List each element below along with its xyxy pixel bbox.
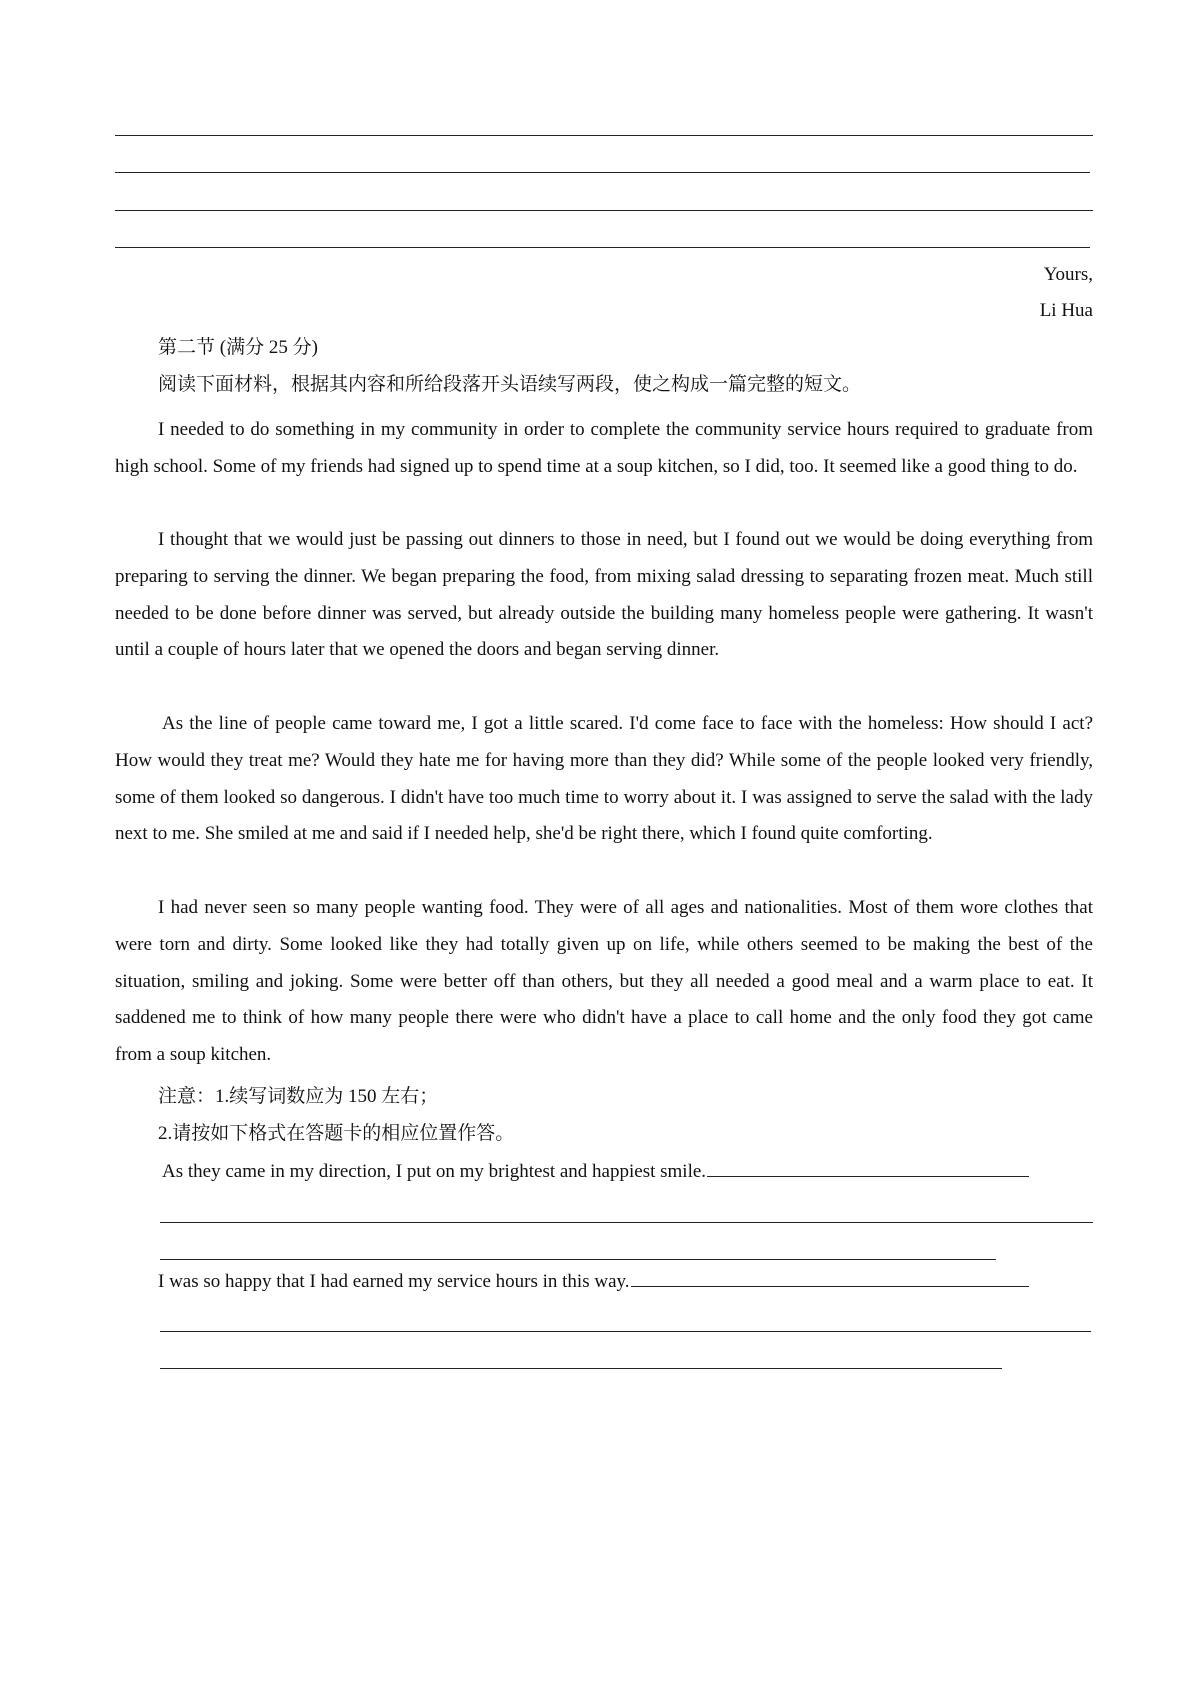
writing-line[interactable] [160, 1331, 1091, 1332]
writing-line[interactable] [160, 1368, 1002, 1369]
passage-paragraph-1: I needed to do something in my community in order to complete the community service hours required to graduate from high school. Some of my friends had signed up to spend time at a soup kitchen, so I did, too. It seemed like a good thing to do. [115, 419, 1093, 477]
section-instruction: 阅读下面材料，根据其内容和所给段落开头语续写两段，使之构成一篇完整的短文。 [158, 374, 862, 395]
answer-line [115, 247, 1090, 248]
answer-line [115, 172, 1090, 173]
writing-blank[interactable] [631, 1285, 1029, 1287]
passage-paragraph-2: I thought that we would just be passing out dinners to those in need, but I found out we would be doing everything from preparing to serving the dinner. We began preparing the food, from mixing salad dressing to separating frozen meat. Much still needed to be done before dinner was served, but already outside the building many homeless people were gathering. It wasn't until a couple of hours later that we opened the doors and began serving dinner. [115, 529, 1093, 661]
writing-line[interactable] [160, 1259, 996, 1260]
note-word-count: 注意：1.续写词数应为 150 左右； [158, 1086, 439, 1107]
continuation-prompt-2-text: I was so happy that I had earned my service hours in this way. [158, 1271, 630, 1292]
answer-line [115, 135, 1093, 136]
section-heading: 第二节 (满分 25 分) [158, 337, 318, 358]
letter-closing: Yours, [1043, 264, 1093, 285]
letter-signature: Li Hua [1039, 300, 1093, 321]
note-format: 2.请按如下格式在答题卡的相应位置作答。 [158, 1123, 515, 1144]
passage-paragraph-3: As the line of people came toward me, I got a little scared. I'd come face to face with the homeless: How should I act? How would they treat me? Would they hate me for having more than they did? While some of the people looked very friendly, some of them looked so dangerous. I didn't have too much time to worry about it. I was assigned to serve the salad with the lady next to me. She smiled at me and said if I needed help, she'd be right there, which I found quite comforting. [115, 713, 1093, 845]
writing-line[interactable] [160, 1222, 1093, 1223]
continuation-prompt-2 [158, 1263, 1029, 1300]
continuation-prompt-1-text: As they came in my direction, I put on my brightest and happiest smile. [162, 1161, 707, 1182]
continuation-prompt-1 [162, 1153, 1029, 1190]
writing-blank[interactable] [707, 1175, 1029, 1177]
passage-paragraph-4: I had never seen so many people wanting food. They were of all ages and nationalities. Most of them wore clothes that were torn and dirty. Some looked like they had totally given up on life, while others seemed to be making the best of the situation, smiling and joking. Some were better off than others, but they all needed a good meal and a warm place to eat. It saddened me to think of how many people there were who didn't have a place to call home and the only food they got came from a soup kitchen. [115, 897, 1093, 1066]
answer-line [115, 210, 1093, 211]
